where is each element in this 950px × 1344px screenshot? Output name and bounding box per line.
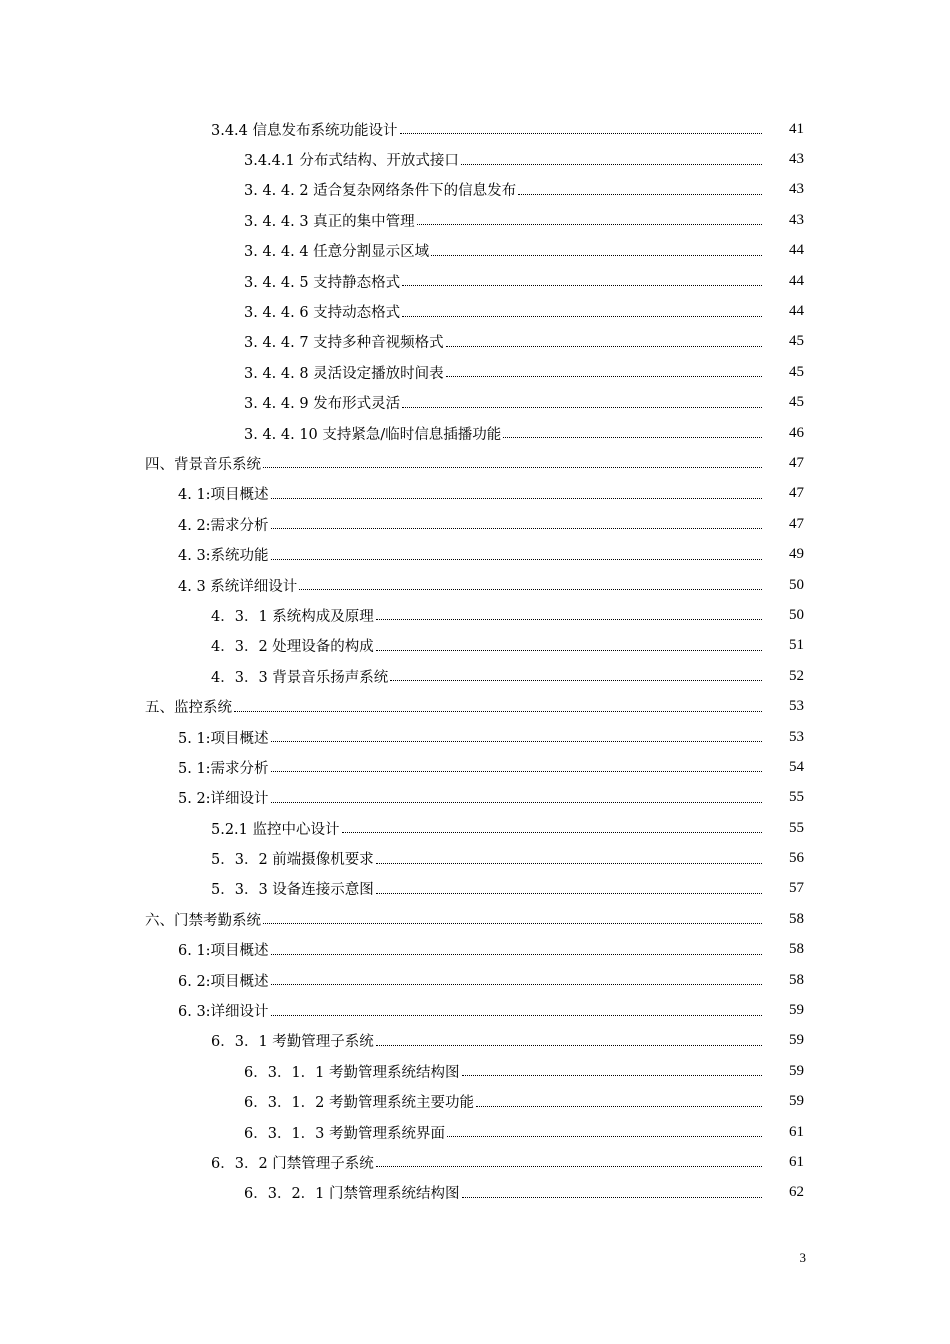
toc-entry[interactable] xyxy=(0,296,950,326)
toc-entry-title: 6．3．2 门禁管理子系统 xyxy=(211,1152,376,1173)
toc-entry-page: 45 xyxy=(789,394,804,411)
dot-leader xyxy=(402,284,762,286)
dot-leader xyxy=(342,831,762,833)
dot-leader xyxy=(376,1044,762,1046)
toc-entry-page: 41 xyxy=(789,120,804,137)
toc-entry-page: 56 xyxy=(789,850,804,867)
dot-leader xyxy=(446,345,762,347)
toc-entry-title: 3.4.4.1 分布式结构、开放式接口 xyxy=(244,149,461,170)
toc-entry[interactable] xyxy=(0,965,950,995)
dot-leader xyxy=(431,254,762,256)
dot-leader xyxy=(271,801,762,803)
toc-entry-page: 53 xyxy=(789,698,804,715)
toc-entry-page: 59 xyxy=(789,1002,804,1019)
toc-entry[interactable] xyxy=(0,509,950,539)
dot-leader xyxy=(271,558,762,560)
toc-entry-title: 3. 4. 4. 4 任意分割显示区域 xyxy=(244,240,431,261)
toc-entry[interactable] xyxy=(0,388,950,418)
toc-entry[interactable] xyxy=(0,631,950,661)
toc-entry-title: 5. 1:需求分析 xyxy=(178,757,271,778)
toc-entry-title: 4．3．2 处理设备的构成 xyxy=(211,635,376,656)
dot-leader xyxy=(271,983,762,985)
toc-entry-page: 61 xyxy=(789,1153,804,1170)
toc-entry[interactable] xyxy=(0,236,950,266)
toc-entry-page: 59 xyxy=(789,1062,804,1079)
toc-entry-title: 6．3．1．2 考勤管理系统主要功能 xyxy=(244,1091,476,1112)
dot-leader xyxy=(376,618,762,620)
dot-leader xyxy=(417,223,762,225)
dot-leader xyxy=(376,1165,762,1167)
toc-entry-page: 43 xyxy=(789,211,804,228)
dot-leader xyxy=(271,953,762,955)
toc-entry-page: 58 xyxy=(789,910,804,927)
toc-entry-title: 5. 2:详细设计 xyxy=(178,787,271,808)
toc-entry-title: 4. 3 系统详细设计 xyxy=(178,575,299,596)
toc-entry[interactable] xyxy=(0,1147,950,1177)
toc-entry-page: 58 xyxy=(789,971,804,988)
toc-entry-page: 44 xyxy=(789,272,804,289)
toc-entry[interactable] xyxy=(0,144,950,174)
toc-entry-title: 3. 4. 4. 10 支持紧急/临时信息插播功能 xyxy=(244,423,503,444)
dot-leader xyxy=(400,132,762,134)
table-of-contents xyxy=(0,114,950,1208)
toc-entry-title: 6．3．1．1 考勤管理系统结构图 xyxy=(244,1061,462,1082)
toc-entry-title: 3. 4. 4. 2 适合复杂网络条件下的信息发布 xyxy=(244,179,518,200)
toc-entry[interactable] xyxy=(0,266,950,296)
toc-entry-title: 6. 3:详细设计 xyxy=(178,1000,271,1021)
toc-entry[interactable] xyxy=(0,448,950,478)
toc-entry-page: 57 xyxy=(789,880,804,897)
toc-entry-page: 47 xyxy=(789,485,804,502)
toc-entry-page: 46 xyxy=(789,424,804,441)
toc-entry-title: 6. 1:项目概述 xyxy=(178,939,271,960)
toc-entry-title: 3. 4. 4. 8 灵活设定播放时间表 xyxy=(244,362,446,383)
toc-entry-page: 49 xyxy=(789,546,804,563)
toc-entry-title: 6. 2:项目概述 xyxy=(178,970,271,991)
dot-leader xyxy=(476,1105,762,1107)
toc-entry-page: 58 xyxy=(789,941,804,958)
toc-entry-title: 5．3．2 前端摄像机要求 xyxy=(211,848,376,869)
toc-entry[interactable] xyxy=(0,1056,950,1086)
toc-entry-title: 3.4.4 信息发布系统功能设计 xyxy=(211,119,400,140)
toc-entry-title: 4．3．3 背景音乐扬声系统 xyxy=(211,666,390,687)
toc-entry[interactable] xyxy=(0,205,950,235)
toc-entry[interactable] xyxy=(0,175,950,205)
dot-leader xyxy=(234,710,762,712)
dot-leader xyxy=(271,1014,762,1016)
toc-entry[interactable] xyxy=(0,600,950,630)
dot-leader xyxy=(271,740,762,742)
dot-leader xyxy=(503,436,762,438)
dot-leader xyxy=(462,1196,762,1198)
toc-entry[interactable] xyxy=(0,357,950,387)
toc-entry[interactable] xyxy=(0,752,950,782)
toc-entry-page: 59 xyxy=(789,1032,804,1049)
dot-leader xyxy=(271,497,762,499)
toc-entry-title: 5. 1:项目概述 xyxy=(178,727,271,748)
toc-entry-page: 55 xyxy=(789,789,804,806)
toc-entry[interactable] xyxy=(0,1087,950,1117)
toc-entry-page: 45 xyxy=(789,363,804,380)
page-number: 3 xyxy=(799,1250,806,1265)
toc-entry-title: 3. 4. 4. 7 支持多种音视频格式 xyxy=(244,331,446,352)
toc-entry-page: 62 xyxy=(789,1184,804,1201)
toc-entry-title: 6．3．2．1 门禁管理系统结构图 xyxy=(244,1182,462,1203)
toc-entry-page: 47 xyxy=(789,454,804,471)
dot-leader xyxy=(263,922,762,924)
toc-entry[interactable] xyxy=(0,539,950,569)
dot-leader xyxy=(299,588,762,590)
toc-entry-title: 五、监控系统 xyxy=(145,696,234,717)
toc-entry-title: 3. 4. 4. 6 支持动态格式 xyxy=(244,301,402,322)
toc-entry[interactable] xyxy=(0,691,950,721)
toc-entry[interactable] xyxy=(0,1117,950,1147)
toc-entry[interactable] xyxy=(0,874,950,904)
toc-entry[interactable] xyxy=(0,813,950,843)
dot-leader xyxy=(518,193,762,195)
toc-entry-title: 3. 4. 4. 3 真正的集中管理 xyxy=(244,210,417,231)
toc-entry-page: 61 xyxy=(789,1123,804,1140)
toc-entry-page: 44 xyxy=(789,303,804,320)
toc-entry-page: 54 xyxy=(789,758,804,775)
toc-entry-page: 50 xyxy=(789,606,804,623)
toc-entry[interactable] xyxy=(0,1178,950,1208)
toc-entry-page: 43 xyxy=(789,181,804,198)
toc-entry-title: 六、门禁考勤系统 xyxy=(145,909,263,930)
toc-entry-page: 52 xyxy=(789,667,804,684)
dot-leader xyxy=(462,1074,762,1076)
toc-entry[interactable] xyxy=(0,722,950,752)
toc-entry[interactable] xyxy=(0,843,950,873)
toc-entry[interactable] xyxy=(0,570,950,600)
dot-leader xyxy=(376,862,762,864)
toc-entry-title: 4. 2:需求分析 xyxy=(178,514,271,535)
toc-entry[interactable] xyxy=(0,935,950,965)
dot-leader xyxy=(390,679,762,681)
toc-entry-title: 4. 1:项目概述 xyxy=(178,483,271,504)
toc-entry[interactable] xyxy=(0,114,950,144)
dot-leader xyxy=(271,527,762,529)
toc-entry-page: 51 xyxy=(789,637,804,654)
toc-entry[interactable] xyxy=(0,1026,950,1056)
toc-entry[interactable] xyxy=(0,904,950,934)
toc-entry-page: 50 xyxy=(789,576,804,593)
dot-leader xyxy=(263,466,762,468)
dot-leader xyxy=(376,892,762,894)
toc-entry-title: 3. 4. 4. 9 发布形式灵活 xyxy=(244,392,402,413)
dot-leader xyxy=(461,163,762,165)
toc-entry[interactable] xyxy=(0,661,950,691)
toc-entry-page: 55 xyxy=(789,819,804,836)
toc-entry-page: 45 xyxy=(789,333,804,350)
toc-entry-title: 4. 3:系统功能 xyxy=(178,544,271,565)
toc-entry[interactable] xyxy=(0,995,950,1025)
toc-entry[interactable] xyxy=(0,783,950,813)
dot-leader xyxy=(402,315,762,317)
toc-entry-page: 53 xyxy=(789,728,804,745)
dot-leader xyxy=(446,375,762,377)
dot-leader xyxy=(376,649,762,651)
toc-entry-title: 4．3．1 系统构成及原理 xyxy=(211,605,376,626)
toc-entry[interactable] xyxy=(0,418,950,448)
toc-entry-page: 47 xyxy=(789,515,804,532)
dot-leader xyxy=(271,770,762,772)
dot-leader xyxy=(447,1135,762,1137)
toc-entry-title: 6．3．1 考勤管理子系统 xyxy=(211,1030,376,1051)
dot-leader xyxy=(402,406,762,408)
toc-entry-page: 44 xyxy=(789,242,804,259)
toc-entry-title: 5．3．3 设备连接示意图 xyxy=(211,878,376,899)
toc-entry[interactable] xyxy=(0,327,950,357)
toc-entry-title: 四、背景音乐系统 xyxy=(145,453,263,474)
toc-entry-title: 6．3．1．3 考勤管理系统界面 xyxy=(244,1122,447,1143)
toc-entry-title: 3. 4. 4. 5 支持静态格式 xyxy=(244,271,402,292)
toc-entry-page: 43 xyxy=(789,151,804,168)
toc-entry-title: 5.2.1 监控中心设计 xyxy=(211,818,342,839)
toc-entry[interactable] xyxy=(0,479,950,509)
toc-entry-page: 59 xyxy=(789,1093,804,1110)
